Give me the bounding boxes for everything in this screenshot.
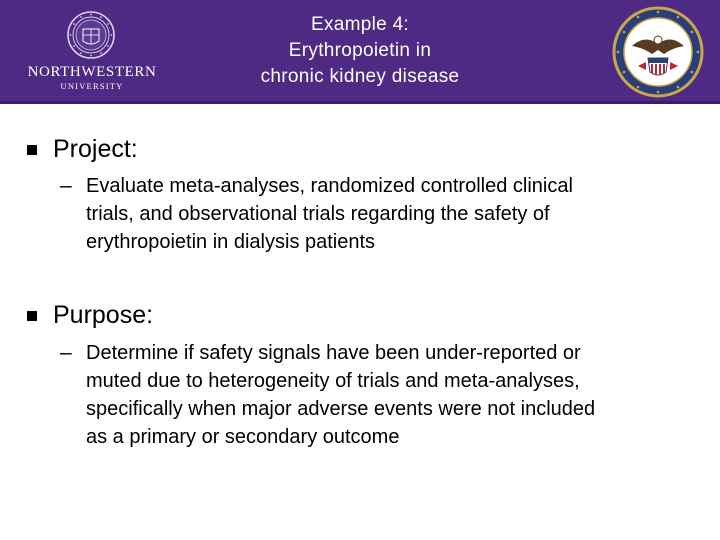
va-seal-icon	[612, 6, 704, 98]
northwestern-seal-icon	[66, 10, 116, 60]
title-line-2: Erythropoietin in	[288, 40, 432, 61]
title-line-1: Example 4:	[310, 14, 410, 35]
section-text-project	[86, 172, 706, 256]
dash-icon: –	[60, 341, 72, 364]
text-line: trials, and observational trials regarding the safety of	[86, 203, 550, 225]
header-divider	[0, 101, 720, 104]
text-line: muted due to heterogeneity of trials and meta-analyses,	[86, 370, 580, 392]
dash-icon: –	[60, 174, 72, 197]
northwestern-subtitle: UNIVERSITY	[60, 81, 124, 91]
northwestern-wordmark: NORTHWESTERN	[27, 64, 157, 80]
title-line-3: chronic kidney disease	[260, 66, 460, 87]
section-heading-project: Project:	[53, 135, 138, 163]
section-heading-purpose: Purpose:	[53, 301, 154, 329]
northwestern-logo	[22, 10, 162, 94]
bullet-square-icon	[27, 145, 37, 155]
text-line: erythropoietin in dialysis patients	[86, 231, 376, 253]
bullet-square-icon	[27, 311, 37, 321]
text-line: specifically when major adverse events were not included	[86, 398, 596, 420]
slide-title	[190, 12, 530, 90]
text-line: as a primary or secondary outcome	[86, 426, 400, 448]
section-text-purpose	[86, 339, 706, 451]
text-line: Determine if safety signals have been under-reported or	[86, 342, 581, 364]
text-line: Evaluate meta-analyses, randomized controlled clinical	[86, 175, 573, 197]
